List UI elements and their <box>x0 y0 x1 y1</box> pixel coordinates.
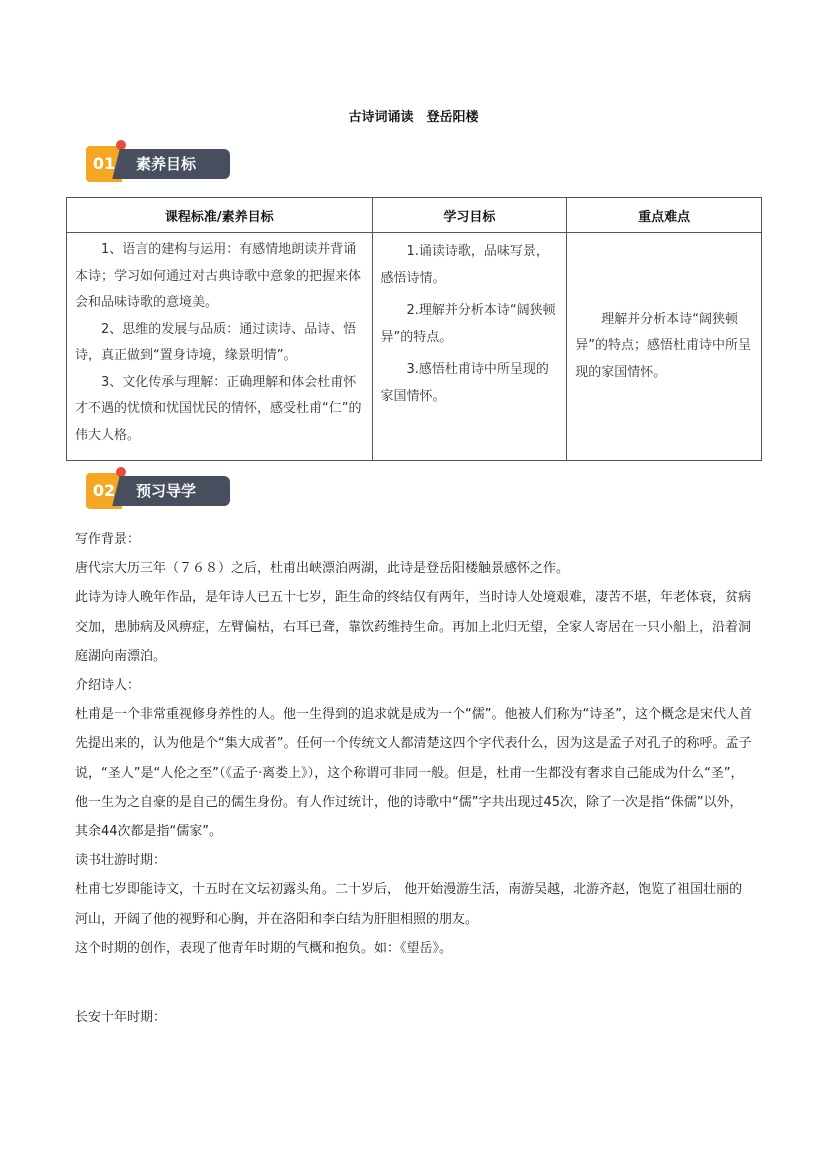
section-label: 素养目标 <box>122 149 230 179</box>
section-number: 02 <box>86 473 122 509</box>
heading-background: 写作背景： <box>75 532 141 547</box>
heading-changan: 长安十年时期： <box>75 1010 167 1026</box>
standards-item: 1、语言的建构与运用：有感情地朗读并背诵本诗；学习如何通过对古典诗歌中意象的把握来体会和品味诗歌的意境美。 <box>75 242 362 310</box>
paragraph: 此诗为诗人晚年作品，是年诗人已五十七岁，距生命的终结仅有两年，当时诗人处境艰难，凄苦不堪，年老体衰，贫病交加，患肺病及风痹症，左臂偏枯，右耳已聋，靠饮药维持生命。再加上北归无望，全家人寄居在一只小船上，沿着洞庭湖向南漂泊。 <box>75 590 752 664</box>
paragraph: 唐代宗大历三年（７６８）之后，杜甫出峡漂泊两湖，此诗是登岳阳楼触景感怀之作。 <box>75 561 570 577</box>
section-label: 预习导学 <box>122 476 230 506</box>
section-number: 01 <box>86 146 122 182</box>
goals-table <box>66 197 762 461</box>
key-points-text: 理解并分析本诗“阔狭顿异”的特点；感悟杜甫诗中所呈现的家国情怀。 <box>575 311 751 380</box>
table-header: 课程标准/素养目标 <box>67 198 373 233</box>
standards-cell <box>67 233 373 461</box>
table-header-row <box>67 198 762 233</box>
standards-item: 3、文化传承与理解：正确理解和体会杜甫怀才不遇的忧愤和忧国忧民的情怀，感受杜甫“仁”的伟大人格。 <box>75 374 362 443</box>
objective-item: 3.感悟杜甫诗中所呈现的家国情怀。 <box>380 362 549 404</box>
table-header: 学习目标 <box>372 198 567 233</box>
paragraph: 杜甫七岁即能诗文，十五时在文坛初露头角。二十岁后， 他开始漫游生活，南游吴越，北游齐赵，饱览了祖国壮丽的河山，开阔了他的视野和心胸，并在洛阳和李白结为肝胆相照的朋友。 <box>75 882 743 927</box>
heading-youth: 读书壮游时期： <box>75 853 167 869</box>
table-header: 重点难点 <box>567 198 762 233</box>
objective-item: 2.理解并分析本诗“阔狭顿异”的特点。 <box>380 303 556 345</box>
page-title: 古诗词诵读 登岳阳楼 <box>348 110 479 125</box>
objectives-cell <box>372 233 567 461</box>
paragraph: 杜甫是一个非常重视修身养性的人。他一生得到的追求就是成为一个“儒”。他被人们称为“诗圣”，这个概念是宋代人首先提出来的，认为他是个“集大成者”。任何一个传统文人都清楚这四个字代表什么，因为这是孟子对孔子的称呼。孟子说，“圣人”是“人伦之至”（《孟子·离娄上》），这个称谓可非同一般。但是，杜甫一生都没有奢求自己能成为什么“圣”，他一生为之自豪的是自己的儒生身份。有人作过统计，他的诗歌中“儒”字共出现过45次，除了一次是指“侏儒”以外，其余44次都是指“儒家”。 <box>75 707 752 840</box>
paragraph: 这个时期的创作，表现了他青年时期的气概和抱负。如：《望岳》。 <box>75 940 453 956</box>
body-text <box>75 525 755 1032</box>
table-row <box>67 233 762 461</box>
key-points-cell <box>567 233 762 461</box>
standards-item: 2、思维的发展与品质：通过读诗、品诗、悟诗，真正做到“置身诗境，缘景明情”。 <box>75 321 357 363</box>
heading-poet: 介绍诗人： <box>75 678 141 694</box>
objective-item: 1.诵读诗歌，品味写景，感悟诗情。 <box>380 244 549 286</box>
